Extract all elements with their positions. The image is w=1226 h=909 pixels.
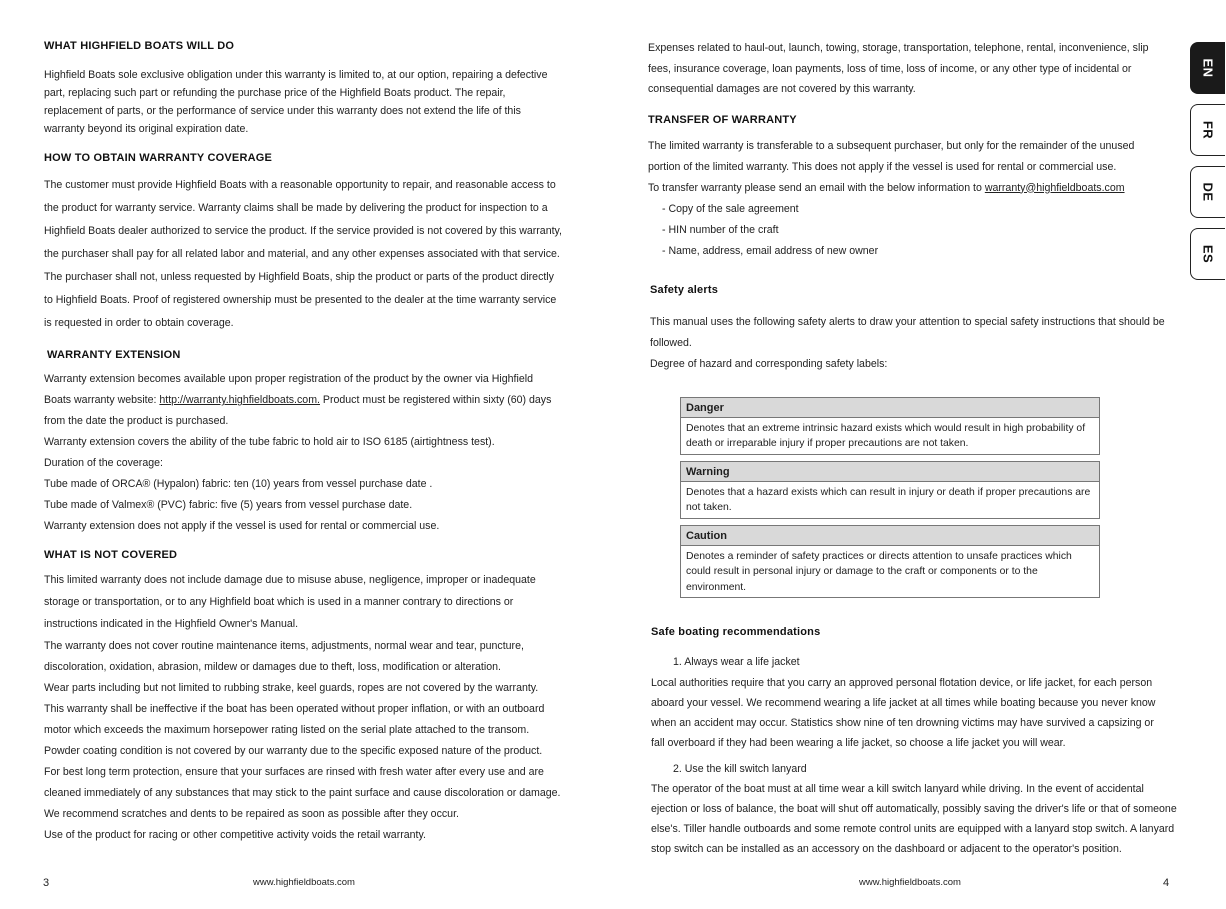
footer-url-left[interactable]: www.highfieldboats.com [253,877,355,888]
paragraph-line: This manual uses the following safety alerts to draw your attention to special safety instructions that should be [650,315,1165,328]
paragraph-line: followed. [650,336,692,349]
paragraph-line: the product for warranty service. Warranty claims shall be made by delivering the product for inspection to a [44,202,548,214]
paragraph-line: the purchaser shall pay for all related labor and material, and any other expenses associated with that service. [44,248,560,260]
section-title-safety-alerts: Safety alerts [650,283,719,296]
warranty-email-link[interactable]: warranty@highfieldboats.com [984,181,1125,194]
paragraph-line [648,178,1188,199]
paragraph-line: Highfield Boats sole exclusive obligation under this warranty is limited to, at our option, repairing a defective [44,69,548,81]
paragraph-line: from the date the product is purchased. [44,415,229,427]
paragraph-line: discoloration, oxidation, abrasion, mildew or damages due to theft, loss, modification or alteration. [44,661,501,673]
tab-language-es[interactable] [1190,228,1225,280]
danger-alert-label: Danger [681,398,1099,418]
paragraph-line: consequential damages are not covered by this warranty. [648,83,916,95]
list-item: - Copy of the sale agreement [662,202,799,215]
language-tabs [1190,42,1226,290]
caution-alert-label: Caution [681,526,1099,546]
paragraph-line: fees, insurance coverage, loan payments, loss of time, loss of income, or any other type of incidental or [648,62,1132,75]
paragraph-line: to Highfield Boats. Proof of registered ownership must be presented to the dealer at the time warranty service [44,294,557,306]
tab-language-en[interactable] [1190,42,1225,94]
section-body-will-do [44,66,574,138]
text-fragment: Product must be registered within sixty (60) days [319,394,552,406]
paragraph-line: Tube made of Valmex® (PVC) fabric: five (5) years from vessel purchase date. [44,499,413,511]
section-body-safety-alerts [648,312,1188,375]
paragraph-line: For best long term protection, ensure that your surfaces are rinsed with fresh water after every use and are [44,766,544,778]
paragraph-line: Powder coating condition is not covered by our warranty due to the specific exposed nature of the product. [44,745,543,757]
tab-label: EN [1200,58,1216,78]
paragraph-line: We recommend scratches and dents to be repaired as soon as possible after they occur. [44,808,459,820]
tab-label: FR [1200,120,1216,140]
paragraph-line: Use of the product for racing or other competitive activity voids the retail warranty. [44,829,426,841]
paragraph-line: Warranty extension becomes available upon proper registration of the product by the owner via Highfield [44,373,533,385]
paragraph-line: is requested in order to obtain coverage. [44,317,234,329]
warning-alert-box [680,461,1100,519]
paragraph-line: replacement of parts, or the performance of service under this warranty does not extend the life of this [44,105,521,117]
list-item: - HIN number of the craft [662,223,779,236]
warning-alert-label: Warning [681,462,1099,482]
paragraph-line: Warranty extension covers the ability of the tube fabric to hold air to ISO 6185 (airtightness test). [44,436,495,448]
section-title-will-do: WHAT HIGHFIELD BOATS WILL DO [44,40,235,52]
paragraph-line: warranty beyond its original expiration date. [44,123,249,135]
paragraph-line: instructions indicated in the Highfield Owner's Manual. [44,618,299,630]
caution-alert-text: Denotes a reminder of safety practices or directs attention to unsafe practices which could result in personal injury or damage to the craft or components or to the environment. [686,550,1072,593]
paragraph-line: Wear parts including but not limited to rubbing strake, keel guards, ropes are not covered by the warranty. [44,682,539,694]
footer-url-right[interactable]: www.highfieldboats.com [859,877,961,888]
incidental-expenses-paragraph [648,38,1188,100]
paragraph-line: part, replacing such part or refunding the purchase price of the Highfield Boats product. The repair, [44,87,506,99]
paragraph-line: Warranty extension does not apply if the vessel is used for rental or commercial use. [44,520,440,532]
section-body-transfer-warranty [648,136,1188,262]
list-item: - Name, address, email address of new owner [662,244,879,257]
paragraph-line: portion of the limited warranty. This does not apply if the vessel is used for rental or commercial use. [648,160,1117,173]
paragraph-line: aboard your vessel. We recommend wearing a life jacket at all times while boating because you never know [651,697,1156,709]
tab-language-fr[interactable] [1190,104,1225,156]
paragraph-line: else's. Tiller handle outboards and some remote control units are equipped with a lanyard stop switch. A lanyard [651,823,1175,835]
paragraph-line: The customer must provide Highfield Boats with a reasonable opportunity to repair, and reasonable access to [44,179,556,191]
paragraph-line [44,390,574,411]
paragraph-line: Local authorities require that you carry an approved personal flotation device, or life jacket, for each person [651,677,1153,689]
section-title-transfer-warranty: TRANSFER OF WARRANTY [648,113,797,126]
paragraph-line: stop switch can be installed as an accessory on the dashboard or adjacent to the operator's position. [651,843,1122,855]
paragraph-line: The purchaser shall not, unless requested by Highfield Boats, ship the product or parts of the product directly [44,271,554,283]
paragraph-line: storage or transportation, or to any Highfield boat which is used in a manner contrary to directions or [44,596,514,608]
recommendation-heading-kill-switch: 2. Use the kill switch lanyard [673,763,807,775]
paragraph-line: fall overboard if they had been wearing a life jacket, so choose a life jacket you will wear. [651,737,1066,749]
tab-language-de[interactable] [1190,166,1225,218]
caution-alert-box [680,525,1100,599]
paragraph-line: Duration of the coverage: [44,457,163,469]
text-fragment: To transfer warranty please send an email with the below information to [648,181,985,194]
section-body-warranty-extension [44,369,574,537]
section-title-safe-boating: Safe boating recommendations [651,626,821,638]
paragraph-line: when an accident may occur. Statistics show nine of ten drowning victims may have survived a capsizing or [651,717,1154,729]
right-page [613,0,1226,909]
tab-label: DE [1200,182,1216,202]
paragraph-line: Expenses related to haul-out, launch, towing, storage, transportation, telephone, rental, inconvenience, slip [648,42,1149,54]
paragraph-line: The warranty does not cover routine maintenance items, adjustments, normal wear and tear, puncture, [44,640,524,652]
text-fragment: Boats warranty website: [44,394,160,406]
section-title-not-covered: WHAT IS NOT COVERED [44,549,178,561]
recommendation-heading-life-jacket: 1. Always wear a life jacket [673,656,800,668]
paragraph-line: cleaned immediately of any substances that may stick to the paint surface and cause discoloration or damage. [44,787,561,799]
paragraph-line: This limited warranty does not include damage due to misuse abuse, negligence, improper or inadequate [44,574,536,586]
recommendation-body-kill-switch [648,779,1188,859]
warranty-website-link[interactable]: http://warranty.highfieldboats.com. [159,394,320,406]
paragraph-line: This warranty shall be ineffective if the boat has been operated without proper inflation, or with an outboard [44,703,545,715]
left-column [44,40,574,846]
paragraph-line: ejection or loss of balance, the boat will shut off automatically, possibly saving the driver's life or that of someone [651,803,1177,815]
section-title-warranty-extension: WARRANTY EXTENSION [47,349,181,361]
paragraph-line: motor which exceeds the maximum horsepower rating listed on the serial plate attached to the transom. [44,724,530,736]
section-body-not-covered [44,569,574,846]
tab-label: ES [1200,244,1216,264]
recommendation-body-life-jacket [648,673,1188,753]
danger-alert-text: Denotes that an extreme intrinsic hazard exists which would result in high probability of death or irreparable injury if proper precautions are not taken. [686,422,1086,449]
paragraph-line: Tube made of ORCA® (Hypalon) fabric: ten (10) years from vessel purchase date . [44,478,433,490]
page-number-left: 3 [43,877,50,889]
paragraph-line: Degree of hazard and corresponding safety labels: [650,357,888,370]
paragraph-line: The limited warranty is transferable to a subsequent purchaser, but only for the remainder of the unused [648,139,1135,152]
paragraph-line: Highfield Boats dealer authorized to service the product. If the service provided is not covered by this warranty, [44,225,562,237]
danger-alert-box [680,397,1100,455]
section-body-obtain-coverage [44,174,574,335]
section-title-obtain-coverage: HOW TO OBTAIN WARRANTY COVERAGE [44,152,273,164]
paragraph-line: The operator of the boat must at all time wear a kill switch lanyard while driving. In the event of accidental [651,783,1144,795]
right-column [648,38,1188,859]
page-number-right: 4 [1163,877,1170,889]
warning-alert-text: Denotes that a hazard exists which can result in injury or death if proper precautions are not taken. [686,486,1091,513]
